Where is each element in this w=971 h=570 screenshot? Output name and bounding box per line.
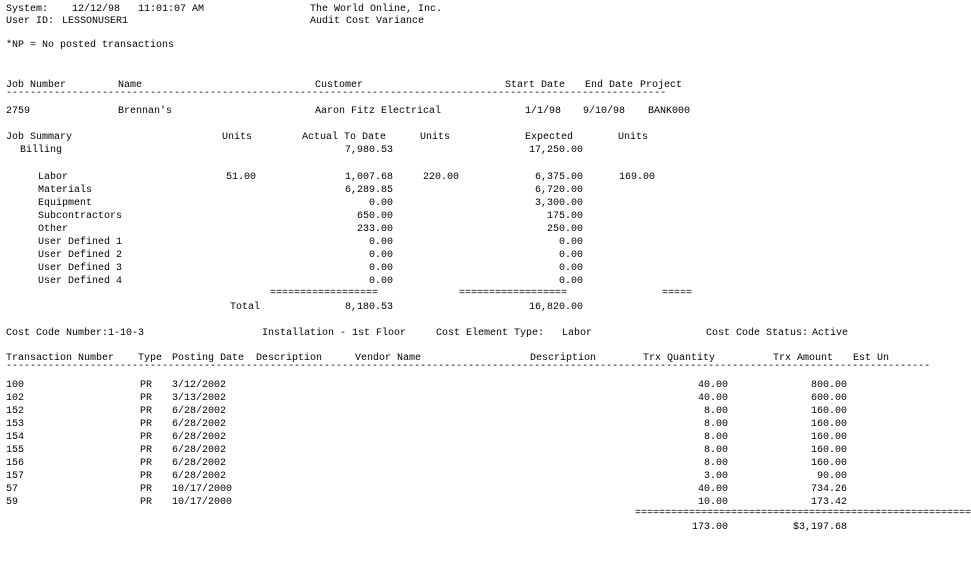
trx-posting-date: 10/17/2000 xyxy=(172,497,233,508)
summary-row-units-2: 220.00 xyxy=(422,172,459,183)
rule-units: ===== xyxy=(662,288,693,299)
col-customer: Customer xyxy=(315,80,364,91)
trx-amount: 800.00 xyxy=(810,380,847,391)
trx-posting-date: 6/28/2002 xyxy=(172,419,227,430)
trx-number: 157 xyxy=(6,471,25,482)
cost-code-status-label: Cost Code Status: xyxy=(706,328,809,339)
trx-amount: 160.00 xyxy=(810,432,847,443)
col-est-units: Est Un xyxy=(853,353,890,364)
system-label: System: xyxy=(6,4,49,15)
summary-row-label: Labor xyxy=(38,172,69,183)
trx-amount: 734.26 xyxy=(810,484,847,495)
summary-row-expected: 250.00 xyxy=(546,224,583,235)
summary-row-expected: 0.00 xyxy=(558,276,583,287)
summary-row-label: Subcontractors xyxy=(38,211,123,222)
summary-row-label: User Defined 2 xyxy=(38,250,123,261)
col-start-date: Start Date xyxy=(505,80,566,91)
trx-type: PR xyxy=(140,497,153,508)
summary-row-expected: 0.00 xyxy=(558,237,583,248)
trx-number: 102 xyxy=(6,393,25,404)
job-start-date: 1/1/98 xyxy=(525,106,562,117)
trx-posting-date: 6/28/2002 xyxy=(172,471,227,482)
user-id-label: User ID: xyxy=(6,16,55,27)
trx-quantity: 10.00 xyxy=(697,497,728,508)
col-posting-date: Posting Date xyxy=(172,353,245,364)
trx-quantity: 8.00 xyxy=(703,419,728,430)
trx-number: 156 xyxy=(6,458,25,469)
col-description-2: Description xyxy=(530,353,597,364)
col-job-number: Job Number xyxy=(6,80,67,91)
trx-number: 100 xyxy=(6,380,25,391)
col-name: Name xyxy=(118,80,143,91)
summary-row-actual: 233.00 xyxy=(356,224,393,235)
trx-type: PR xyxy=(140,393,153,404)
col-job-summary: Job Summary xyxy=(6,132,73,143)
summary-row-expected: 3,300.00 xyxy=(534,198,583,209)
trx-quantity: 8.00 xyxy=(703,406,728,417)
trx-posting-date: 6/28/2002 xyxy=(172,458,227,469)
summary-row-expected: 6,720.00 xyxy=(534,185,583,196)
total-trx-quantity: 173.00 xyxy=(691,522,728,533)
trx-quantity: 40.00 xyxy=(697,484,728,495)
trx-amount: 600.00 xyxy=(810,393,847,404)
trx-posting-date: 3/12/2002 xyxy=(172,380,227,391)
trx-amount: 160.00 xyxy=(810,445,847,456)
col-type: Type xyxy=(138,353,163,364)
rule-expected: ================== xyxy=(459,288,568,299)
trx-number: 153 xyxy=(6,419,25,430)
col-end-date: End Date xyxy=(585,80,634,91)
col-units-3: Units xyxy=(618,132,649,143)
summary-row-actual: 0.00 xyxy=(368,276,393,287)
summary-row-label: User Defined 1 xyxy=(38,237,123,248)
col-vendor-name: Vendor Name xyxy=(355,353,422,364)
col-units-2: Units xyxy=(420,132,451,143)
rule-actual: ================== xyxy=(270,288,379,299)
col-actual-to-date: Actual To Date xyxy=(302,132,387,143)
trx-number: 152 xyxy=(6,406,25,417)
summary-row-label: Equipment xyxy=(38,198,93,209)
trx-type: PR xyxy=(140,484,153,495)
summary-row-expected: 6,375.00 xyxy=(534,172,583,183)
billing-expected: 17,250.00 xyxy=(528,145,583,156)
job-end-date: 9/10/98 xyxy=(583,106,626,117)
trx-number: 59 xyxy=(6,497,19,508)
trx-number: 57 xyxy=(6,484,19,495)
system-date: 12/12/98 xyxy=(72,4,121,15)
summary-row-expected: 0.00 xyxy=(558,263,583,274)
trx-number: 154 xyxy=(6,432,25,443)
summary-row-actual: 650.00 xyxy=(356,211,393,222)
trx-quantity: 40.00 xyxy=(697,380,728,391)
billing-actual: 7,980.53 xyxy=(344,145,393,156)
total-expected: 16,820.00 xyxy=(528,302,583,313)
summary-row-label: Other xyxy=(38,224,69,235)
trx-type: PR xyxy=(140,432,153,443)
summary-row-actual: 1,007.68 xyxy=(344,172,393,183)
trx-posting-date: 6/28/2002 xyxy=(172,445,227,456)
summary-row-units-3: 169.00 xyxy=(618,172,655,183)
trx-amount: 173.42 xyxy=(810,497,847,508)
summary-row-actual: 6,289.85 xyxy=(344,185,393,196)
summary-row-actual: 0.00 xyxy=(368,198,393,209)
cost-code-description: Installation - 1st Floor xyxy=(262,328,407,339)
trx-number: 155 xyxy=(6,445,25,456)
col-project: Project xyxy=(640,80,683,91)
summary-row-actual: 0.00 xyxy=(368,250,393,261)
trx-type: PR xyxy=(140,471,153,482)
total-actual: 8,180.53 xyxy=(344,302,393,313)
job-name: Brennan's xyxy=(118,106,173,117)
summary-row-actual: 0.00 xyxy=(368,237,393,248)
total-trx-amount: $3,197.68 xyxy=(792,522,847,533)
summary-row-expected: 0.00 xyxy=(558,250,583,261)
job-header-rule: -------------------------------------------------------------------------------------------------------------- xyxy=(6,88,667,99)
summary-row-label: Materials xyxy=(38,185,93,196)
trx-quantity: 3.00 xyxy=(703,471,728,482)
summary-row-actual: 0.00 xyxy=(368,263,393,274)
billing-label: Billing xyxy=(20,145,63,156)
trx-quantity: 8.00 xyxy=(703,445,728,456)
user-id: LESSONUSER1 xyxy=(62,16,129,27)
transaction-total-rule: ======================================================== xyxy=(635,508,971,519)
cost-code-number-label: Cost Code Number: xyxy=(6,328,109,339)
job-project: BANK000 xyxy=(648,106,691,117)
trx-quantity: 8.00 xyxy=(703,432,728,443)
col-description: Description xyxy=(256,353,323,364)
total-label: Total xyxy=(230,302,261,313)
trx-type: PR xyxy=(140,419,153,430)
summary-row-units: 51.00 xyxy=(225,172,256,183)
job-number: 2759 xyxy=(6,106,31,117)
cost-code-number: 1-10-3 xyxy=(108,328,145,339)
trx-amount: 160.00 xyxy=(810,458,847,469)
cost-element-label: Cost Element Type: xyxy=(436,328,545,339)
col-trx-amount: Trx Amount xyxy=(773,353,834,364)
cost-code-status: Active xyxy=(812,328,849,339)
col-trx-quantity: Trx Quantity xyxy=(643,353,716,364)
legend-note: *NP = No posted transactions xyxy=(6,40,175,51)
trx-type: PR xyxy=(140,458,153,469)
col-expected: Expected xyxy=(525,132,574,143)
report-title: Audit Cost Variance xyxy=(310,16,425,27)
trx-type: PR xyxy=(140,406,153,417)
trx-amount: 90.00 xyxy=(816,471,847,482)
transaction-header-rule: ---------------------------------------------------------------------------------------------------------------------------------------------------------- xyxy=(6,361,931,372)
trx-quantity: 40.00 xyxy=(697,393,728,404)
col-units-1: Units xyxy=(222,132,253,143)
trx-type: PR xyxy=(140,445,153,456)
trx-amount: 160.00 xyxy=(810,419,847,430)
summary-row-label: User Defined 4 xyxy=(38,276,123,287)
company-name: The World Online, Inc. xyxy=(310,4,443,15)
trx-type: PR xyxy=(140,380,153,391)
summary-row-label: User Defined 3 xyxy=(38,263,123,274)
system-time: 11:01:07 AM xyxy=(138,4,205,15)
trx-amount: 160.00 xyxy=(810,406,847,417)
trx-posting-date: 6/28/2002 xyxy=(172,406,227,417)
trx-quantity: 8.00 xyxy=(703,458,728,469)
cost-element-type: Labor xyxy=(562,328,593,339)
col-transaction-number: Transaction Number xyxy=(6,353,115,364)
trx-posting-date: 10/17/2000 xyxy=(172,484,233,495)
summary-row-expected: 175.00 xyxy=(546,211,583,222)
trx-posting-date: 6/28/2002 xyxy=(172,432,227,443)
job-customer: Aaron Fitz Electrical xyxy=(315,106,442,117)
trx-posting-date: 3/13/2002 xyxy=(172,393,227,404)
